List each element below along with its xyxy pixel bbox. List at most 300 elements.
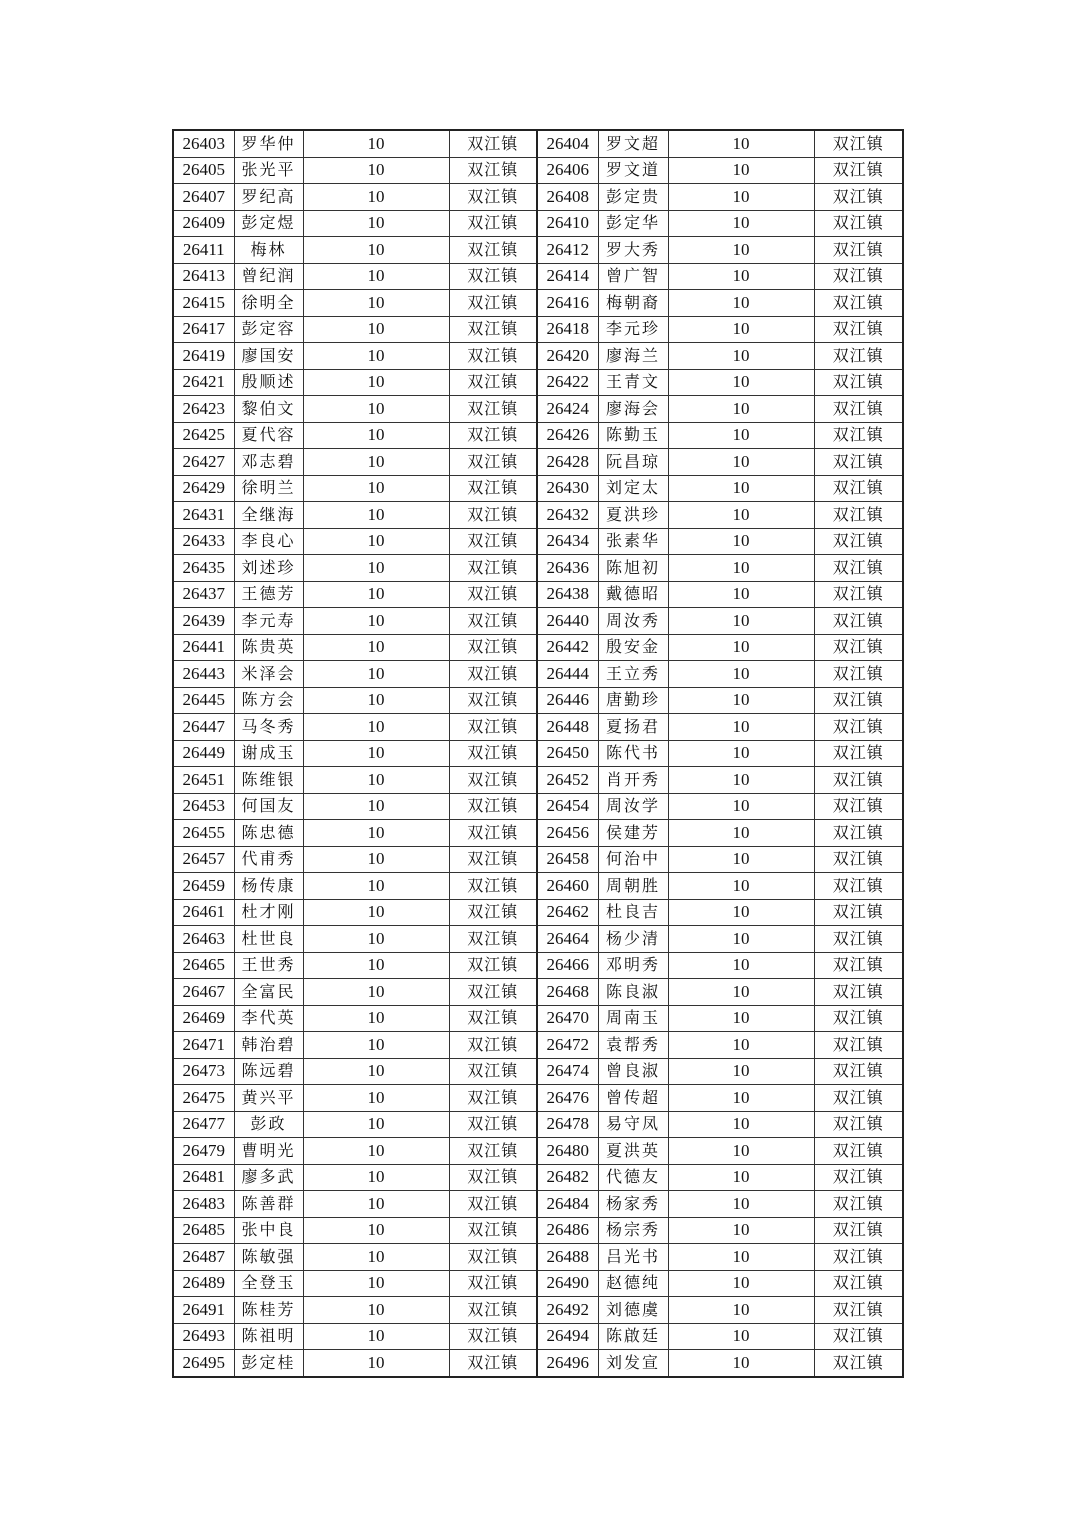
right-record-amount: 10 xyxy=(668,1058,814,1085)
left-record-amount: 10 xyxy=(303,210,449,237)
right-record-amount: 10 xyxy=(668,581,814,608)
table-row xyxy=(173,396,903,423)
left-record-town: 双江镇 xyxy=(449,873,537,900)
left-record-id: 26411 xyxy=(173,237,234,264)
right-record-name: 曾广智 xyxy=(598,263,668,290)
right-record-town: 双江镇 xyxy=(814,184,903,211)
left-record-name: 曹明光 xyxy=(234,1138,303,1165)
right-record-name: 李元珍 xyxy=(598,316,668,343)
right-record-id: 26406 xyxy=(537,157,598,184)
right-record-name: 梅朝裔 xyxy=(598,290,668,317)
right-record-town: 双江镇 xyxy=(814,1350,903,1377)
left-record-id: 26415 xyxy=(173,290,234,317)
right-record-town: 双江镇 xyxy=(814,316,903,343)
right-record-amount: 10 xyxy=(668,290,814,317)
table-row xyxy=(173,1270,903,1297)
right-record-amount: 10 xyxy=(668,1005,814,1032)
right-record-name: 曾传超 xyxy=(598,1085,668,1112)
right-record-id: 26414 xyxy=(537,263,598,290)
right-record-amount: 10 xyxy=(668,820,814,847)
right-record-amount: 10 xyxy=(668,634,814,661)
left-record-town: 双江镇 xyxy=(449,343,537,370)
left-record-town: 双江镇 xyxy=(449,1032,537,1059)
left-record-id: 26405 xyxy=(173,157,234,184)
table-row xyxy=(173,714,903,741)
left-record-name: 罗华仲 xyxy=(234,130,303,157)
table-row xyxy=(173,820,903,847)
left-record-name: 徐明全 xyxy=(234,290,303,317)
right-record-amount: 10 xyxy=(668,1297,814,1324)
table-row xyxy=(173,846,903,873)
left-record-town: 双江镇 xyxy=(449,1323,537,1350)
right-record-id: 26494 xyxy=(537,1323,598,1350)
right-record-amount: 10 xyxy=(668,449,814,476)
left-record-id: 26481 xyxy=(173,1164,234,1191)
table-row xyxy=(173,687,903,714)
left-record-id: 26423 xyxy=(173,396,234,423)
left-record-amount: 10 xyxy=(303,1297,449,1324)
left-record-id: 26483 xyxy=(173,1191,234,1218)
left-record-id: 26489 xyxy=(173,1270,234,1297)
table-row xyxy=(173,1085,903,1112)
right-record-town: 双江镇 xyxy=(814,1085,903,1112)
table-row xyxy=(173,1191,903,1218)
left-record-town: 双江镇 xyxy=(449,502,537,529)
right-record-id: 26438 xyxy=(537,581,598,608)
table-row xyxy=(173,740,903,767)
table-row xyxy=(173,979,903,1006)
left-record-town: 双江镇 xyxy=(449,1244,537,1271)
left-record-name: 全登玉 xyxy=(234,1270,303,1297)
right-record-amount: 10 xyxy=(668,237,814,264)
right-record-name: 刘德虞 xyxy=(598,1297,668,1324)
right-record-amount: 10 xyxy=(668,687,814,714)
right-record-town: 双江镇 xyxy=(814,1005,903,1032)
right-record-town: 双江镇 xyxy=(814,555,903,582)
right-record-name: 代德友 xyxy=(598,1164,668,1191)
right-record-amount: 10 xyxy=(668,1085,814,1112)
right-record-id: 26420 xyxy=(537,343,598,370)
left-record-amount: 10 xyxy=(303,608,449,635)
right-record-town: 双江镇 xyxy=(814,396,903,423)
left-record-id: 26419 xyxy=(173,343,234,370)
left-record-name: 陈维银 xyxy=(234,767,303,794)
right-record-town: 双江镇 xyxy=(814,422,903,449)
left-record-town: 双江镇 xyxy=(449,634,537,661)
right-record-id: 26476 xyxy=(537,1085,598,1112)
left-record-town: 双江镇 xyxy=(449,210,537,237)
left-record-id: 26473 xyxy=(173,1058,234,1085)
right-record-name: 陈代书 xyxy=(598,740,668,767)
right-record-name: 周南玉 xyxy=(598,1005,668,1032)
right-record-name: 陈勤玉 xyxy=(598,422,668,449)
left-record-name: 代甫秀 xyxy=(234,846,303,873)
left-record-amount: 10 xyxy=(303,661,449,688)
table-row xyxy=(173,581,903,608)
right-record-amount: 10 xyxy=(668,1270,814,1297)
right-record-town: 双江镇 xyxy=(814,740,903,767)
left-record-name: 杨传康 xyxy=(234,873,303,900)
left-record-name: 李元寿 xyxy=(234,608,303,635)
left-record-name: 陈敏强 xyxy=(234,1244,303,1271)
table-row xyxy=(173,1164,903,1191)
right-record-id: 26428 xyxy=(537,449,598,476)
left-record-amount: 10 xyxy=(303,714,449,741)
right-record-town: 双江镇 xyxy=(814,873,903,900)
left-record-id: 26429 xyxy=(173,475,234,502)
right-record-amount: 10 xyxy=(668,979,814,1006)
right-record-name: 周朝胜 xyxy=(598,873,668,900)
left-record-amount: 10 xyxy=(303,1164,449,1191)
left-record-amount: 10 xyxy=(303,740,449,767)
right-record-id: 26452 xyxy=(537,767,598,794)
right-record-id: 26426 xyxy=(537,422,598,449)
right-record-id: 26466 xyxy=(537,952,598,979)
left-record-name: 彭定煜 xyxy=(234,210,303,237)
right-record-name: 刘定太 xyxy=(598,475,668,502)
left-record-name: 王世秀 xyxy=(234,952,303,979)
table-row xyxy=(173,449,903,476)
right-record-town: 双江镇 xyxy=(814,1058,903,1085)
right-record-town: 双江镇 xyxy=(814,502,903,529)
right-record-name: 廖海兰 xyxy=(598,343,668,370)
left-record-town: 双江镇 xyxy=(449,820,537,847)
left-record-id: 26447 xyxy=(173,714,234,741)
right-record-name: 戴德昭 xyxy=(598,581,668,608)
right-record-town: 双江镇 xyxy=(814,793,903,820)
right-record-town: 双江镇 xyxy=(814,1111,903,1138)
right-record-town: 双江镇 xyxy=(814,369,903,396)
left-record-town: 双江镇 xyxy=(449,740,537,767)
left-record-amount: 10 xyxy=(303,899,449,926)
right-record-town: 双江镇 xyxy=(814,210,903,237)
left-record-id: 26413 xyxy=(173,263,234,290)
right-record-town: 双江镇 xyxy=(814,1270,903,1297)
table-row xyxy=(173,1138,903,1165)
right-record-id: 26442 xyxy=(537,634,598,661)
left-record-town: 双江镇 xyxy=(449,714,537,741)
left-record-id: 26491 xyxy=(173,1297,234,1324)
right-record-id: 26448 xyxy=(537,714,598,741)
left-record-id: 26437 xyxy=(173,581,234,608)
right-record-name: 杨少清 xyxy=(598,926,668,953)
right-record-id: 26488 xyxy=(537,1244,598,1271)
left-record-town: 双江镇 xyxy=(449,1111,537,1138)
right-record-town: 双江镇 xyxy=(814,687,903,714)
right-record-amount: 10 xyxy=(668,369,814,396)
right-record-name: 王青文 xyxy=(598,369,668,396)
left-record-name: 马冬秀 xyxy=(234,714,303,741)
right-record-amount: 10 xyxy=(668,422,814,449)
left-record-amount: 10 xyxy=(303,130,449,157)
right-record-id: 26496 xyxy=(537,1350,598,1377)
right-record-name: 夏洪英 xyxy=(598,1138,668,1165)
left-record-town: 双江镇 xyxy=(449,555,537,582)
table-row xyxy=(173,793,903,820)
right-record-amount: 10 xyxy=(668,1323,814,1350)
right-record-id: 26410 xyxy=(537,210,598,237)
left-record-id: 26433 xyxy=(173,528,234,555)
table-row xyxy=(173,634,903,661)
right-record-id: 26430 xyxy=(537,475,598,502)
left-record-town: 双江镇 xyxy=(449,316,537,343)
right-record-town: 双江镇 xyxy=(814,1138,903,1165)
right-record-amount: 10 xyxy=(668,1032,814,1059)
left-record-name: 陈贵英 xyxy=(234,634,303,661)
right-record-id: 26422 xyxy=(537,369,598,396)
table-row xyxy=(173,899,903,926)
right-record-id: 26480 xyxy=(537,1138,598,1165)
records-table xyxy=(172,129,904,1378)
left-record-amount: 10 xyxy=(303,1058,449,1085)
table-row xyxy=(173,555,903,582)
table-row xyxy=(173,184,903,211)
left-record-amount: 10 xyxy=(303,528,449,555)
left-record-amount: 10 xyxy=(303,767,449,794)
right-record-amount: 10 xyxy=(668,899,814,926)
table-row xyxy=(173,290,903,317)
left-record-town: 双江镇 xyxy=(449,237,537,264)
right-record-amount: 10 xyxy=(668,157,814,184)
right-record-town: 双江镇 xyxy=(814,767,903,794)
right-record-name: 袁帮秀 xyxy=(598,1032,668,1059)
records-table-body xyxy=(173,130,903,1377)
left-record-name: 殷顺述 xyxy=(234,369,303,396)
left-record-id: 26443 xyxy=(173,661,234,688)
right-record-amount: 10 xyxy=(668,475,814,502)
left-record-town: 双江镇 xyxy=(449,1350,537,1377)
left-record-id: 26461 xyxy=(173,899,234,926)
left-record-amount: 10 xyxy=(303,263,449,290)
left-record-name: 刘述珍 xyxy=(234,555,303,582)
left-record-amount: 10 xyxy=(303,1244,449,1271)
left-record-id: 26451 xyxy=(173,767,234,794)
table-row xyxy=(173,608,903,635)
right-record-name: 周汝学 xyxy=(598,793,668,820)
left-record-amount: 10 xyxy=(303,1350,449,1377)
right-record-amount: 10 xyxy=(668,1244,814,1271)
table-row xyxy=(173,1323,903,1350)
left-record-town: 双江镇 xyxy=(449,1191,537,1218)
left-record-id: 26495 xyxy=(173,1350,234,1377)
right-record-amount: 10 xyxy=(668,846,814,873)
right-record-town: 双江镇 xyxy=(814,157,903,184)
right-record-town: 双江镇 xyxy=(814,1217,903,1244)
right-record-id: 26472 xyxy=(537,1032,598,1059)
right-record-id: 26470 xyxy=(537,1005,598,1032)
table-row xyxy=(173,952,903,979)
left-record-amount: 10 xyxy=(303,475,449,502)
left-record-amount: 10 xyxy=(303,687,449,714)
right-record-amount: 10 xyxy=(668,1350,814,1377)
left-record-name: 梅林 xyxy=(234,237,303,264)
left-record-name: 全富民 xyxy=(234,979,303,1006)
left-record-name: 陈忠德 xyxy=(234,820,303,847)
left-record-amount: 10 xyxy=(303,555,449,582)
left-record-amount: 10 xyxy=(303,634,449,661)
left-record-name: 陈方会 xyxy=(234,687,303,714)
table-row xyxy=(173,210,903,237)
right-record-amount: 10 xyxy=(668,740,814,767)
right-record-town: 双江镇 xyxy=(814,290,903,317)
left-record-name: 廖多武 xyxy=(234,1164,303,1191)
right-record-town: 双江镇 xyxy=(814,608,903,635)
left-record-name: 彭定容 xyxy=(234,316,303,343)
left-record-amount: 10 xyxy=(303,1085,449,1112)
left-record-id: 26477 xyxy=(173,1111,234,1138)
right-record-amount: 10 xyxy=(668,1217,814,1244)
left-record-name: 李代英 xyxy=(234,1005,303,1032)
left-record-id: 26485 xyxy=(173,1217,234,1244)
right-record-amount: 10 xyxy=(668,210,814,237)
right-record-name: 罗大秀 xyxy=(598,237,668,264)
left-record-id: 26459 xyxy=(173,873,234,900)
right-record-name: 杨宗秀 xyxy=(598,1217,668,1244)
right-record-id: 26468 xyxy=(537,979,598,1006)
right-record-id: 26456 xyxy=(537,820,598,847)
table-row xyxy=(173,316,903,343)
left-record-id: 26441 xyxy=(173,634,234,661)
left-record-town: 双江镇 xyxy=(449,1005,537,1032)
left-record-id: 26467 xyxy=(173,979,234,1006)
left-record-name: 陈善群 xyxy=(234,1191,303,1218)
left-record-name: 米泽会 xyxy=(234,661,303,688)
left-record-amount: 10 xyxy=(303,820,449,847)
left-record-id: 26421 xyxy=(173,369,234,396)
left-record-id: 26457 xyxy=(173,846,234,873)
right-record-town: 双江镇 xyxy=(814,1323,903,1350)
right-record-name: 阮昌琼 xyxy=(598,449,668,476)
left-record-town: 双江镇 xyxy=(449,767,537,794)
right-record-name: 张素华 xyxy=(598,528,668,555)
left-record-id: 26463 xyxy=(173,926,234,953)
right-record-amount: 10 xyxy=(668,528,814,555)
left-record-name: 曾纪润 xyxy=(234,263,303,290)
left-record-town: 双江镇 xyxy=(449,290,537,317)
right-record-amount: 10 xyxy=(668,263,814,290)
left-record-town: 双江镇 xyxy=(449,899,537,926)
right-record-amount: 10 xyxy=(668,184,814,211)
left-record-amount: 10 xyxy=(303,369,449,396)
right-record-amount: 10 xyxy=(668,873,814,900)
table-row xyxy=(173,130,903,157)
right-record-town: 双江镇 xyxy=(814,581,903,608)
left-record-town: 双江镇 xyxy=(449,952,537,979)
table-row xyxy=(173,873,903,900)
right-record-name: 曾良淑 xyxy=(598,1058,668,1085)
left-record-amount: 10 xyxy=(303,1191,449,1218)
left-record-id: 26475 xyxy=(173,1085,234,1112)
left-record-id: 26453 xyxy=(173,793,234,820)
right-record-town: 双江镇 xyxy=(814,899,903,926)
left-record-name: 彭定桂 xyxy=(234,1350,303,1377)
right-record-id: 26412 xyxy=(537,237,598,264)
table-row xyxy=(173,475,903,502)
right-record-amount: 10 xyxy=(668,555,814,582)
right-record-town: 双江镇 xyxy=(814,528,903,555)
left-record-name: 黎伯文 xyxy=(234,396,303,423)
left-record-amount: 10 xyxy=(303,1111,449,1138)
right-record-name: 肖开秀 xyxy=(598,767,668,794)
right-record-town: 双江镇 xyxy=(814,846,903,873)
right-record-id: 26436 xyxy=(537,555,598,582)
left-record-amount: 10 xyxy=(303,184,449,211)
left-record-town: 双江镇 xyxy=(449,157,537,184)
right-record-name: 侯建芳 xyxy=(598,820,668,847)
left-record-name: 陈祖明 xyxy=(234,1323,303,1350)
left-record-town: 双江镇 xyxy=(449,1297,537,1324)
left-record-town: 双江镇 xyxy=(449,1217,537,1244)
right-record-town: 双江镇 xyxy=(814,979,903,1006)
left-record-name: 陈桂芳 xyxy=(234,1297,303,1324)
left-record-town: 双江镇 xyxy=(449,369,537,396)
right-record-amount: 10 xyxy=(668,926,814,953)
right-record-name: 周汝秀 xyxy=(598,608,668,635)
right-record-town: 双江镇 xyxy=(814,263,903,290)
left-record-id: 26479 xyxy=(173,1138,234,1165)
right-record-amount: 10 xyxy=(668,1138,814,1165)
left-record-amount: 10 xyxy=(303,316,449,343)
right-record-amount: 10 xyxy=(668,1111,814,1138)
left-record-amount: 10 xyxy=(303,581,449,608)
left-record-town: 双江镇 xyxy=(449,1058,537,1085)
left-record-name: 杜世良 xyxy=(234,926,303,953)
right-record-amount: 10 xyxy=(668,661,814,688)
right-record-town: 双江镇 xyxy=(814,714,903,741)
right-record-id: 26474 xyxy=(537,1058,598,1085)
left-record-id: 26403 xyxy=(173,130,234,157)
right-record-id: 26458 xyxy=(537,846,598,873)
table-row xyxy=(173,1297,903,1324)
left-record-id: 26439 xyxy=(173,608,234,635)
left-record-id: 26449 xyxy=(173,740,234,767)
left-record-name: 何国友 xyxy=(234,793,303,820)
right-record-amount: 10 xyxy=(668,316,814,343)
left-record-id: 26493 xyxy=(173,1323,234,1350)
left-record-id: 26465 xyxy=(173,952,234,979)
left-record-name: 廖国安 xyxy=(234,343,303,370)
left-record-town: 双江镇 xyxy=(449,979,537,1006)
left-record-amount: 10 xyxy=(303,1032,449,1059)
right-record-amount: 10 xyxy=(668,343,814,370)
right-record-name: 陈良淑 xyxy=(598,979,668,1006)
table-row xyxy=(173,1058,903,1085)
left-record-id: 26427 xyxy=(173,449,234,476)
right-record-amount: 10 xyxy=(668,1164,814,1191)
right-record-town: 双江镇 xyxy=(814,661,903,688)
left-record-town: 双江镇 xyxy=(449,1164,537,1191)
right-record-id: 26408 xyxy=(537,184,598,211)
left-record-amount: 10 xyxy=(303,873,449,900)
left-record-town: 双江镇 xyxy=(449,449,537,476)
left-record-town: 双江镇 xyxy=(449,396,537,423)
right-record-town: 双江镇 xyxy=(814,952,903,979)
left-record-town: 双江镇 xyxy=(449,130,537,157)
table-row xyxy=(173,1217,903,1244)
right-record-name: 杜良吉 xyxy=(598,899,668,926)
right-record-name: 易守凤 xyxy=(598,1111,668,1138)
right-record-town: 双江镇 xyxy=(814,130,903,157)
right-record-id: 26462 xyxy=(537,899,598,926)
right-record-id: 26416 xyxy=(537,290,598,317)
table-row xyxy=(173,502,903,529)
left-record-name: 杜才刚 xyxy=(234,899,303,926)
right-record-amount: 10 xyxy=(668,502,814,529)
left-record-amount: 10 xyxy=(303,422,449,449)
left-record-id: 26425 xyxy=(173,422,234,449)
right-record-name: 彭定华 xyxy=(598,210,668,237)
right-record-town: 双江镇 xyxy=(814,1244,903,1271)
